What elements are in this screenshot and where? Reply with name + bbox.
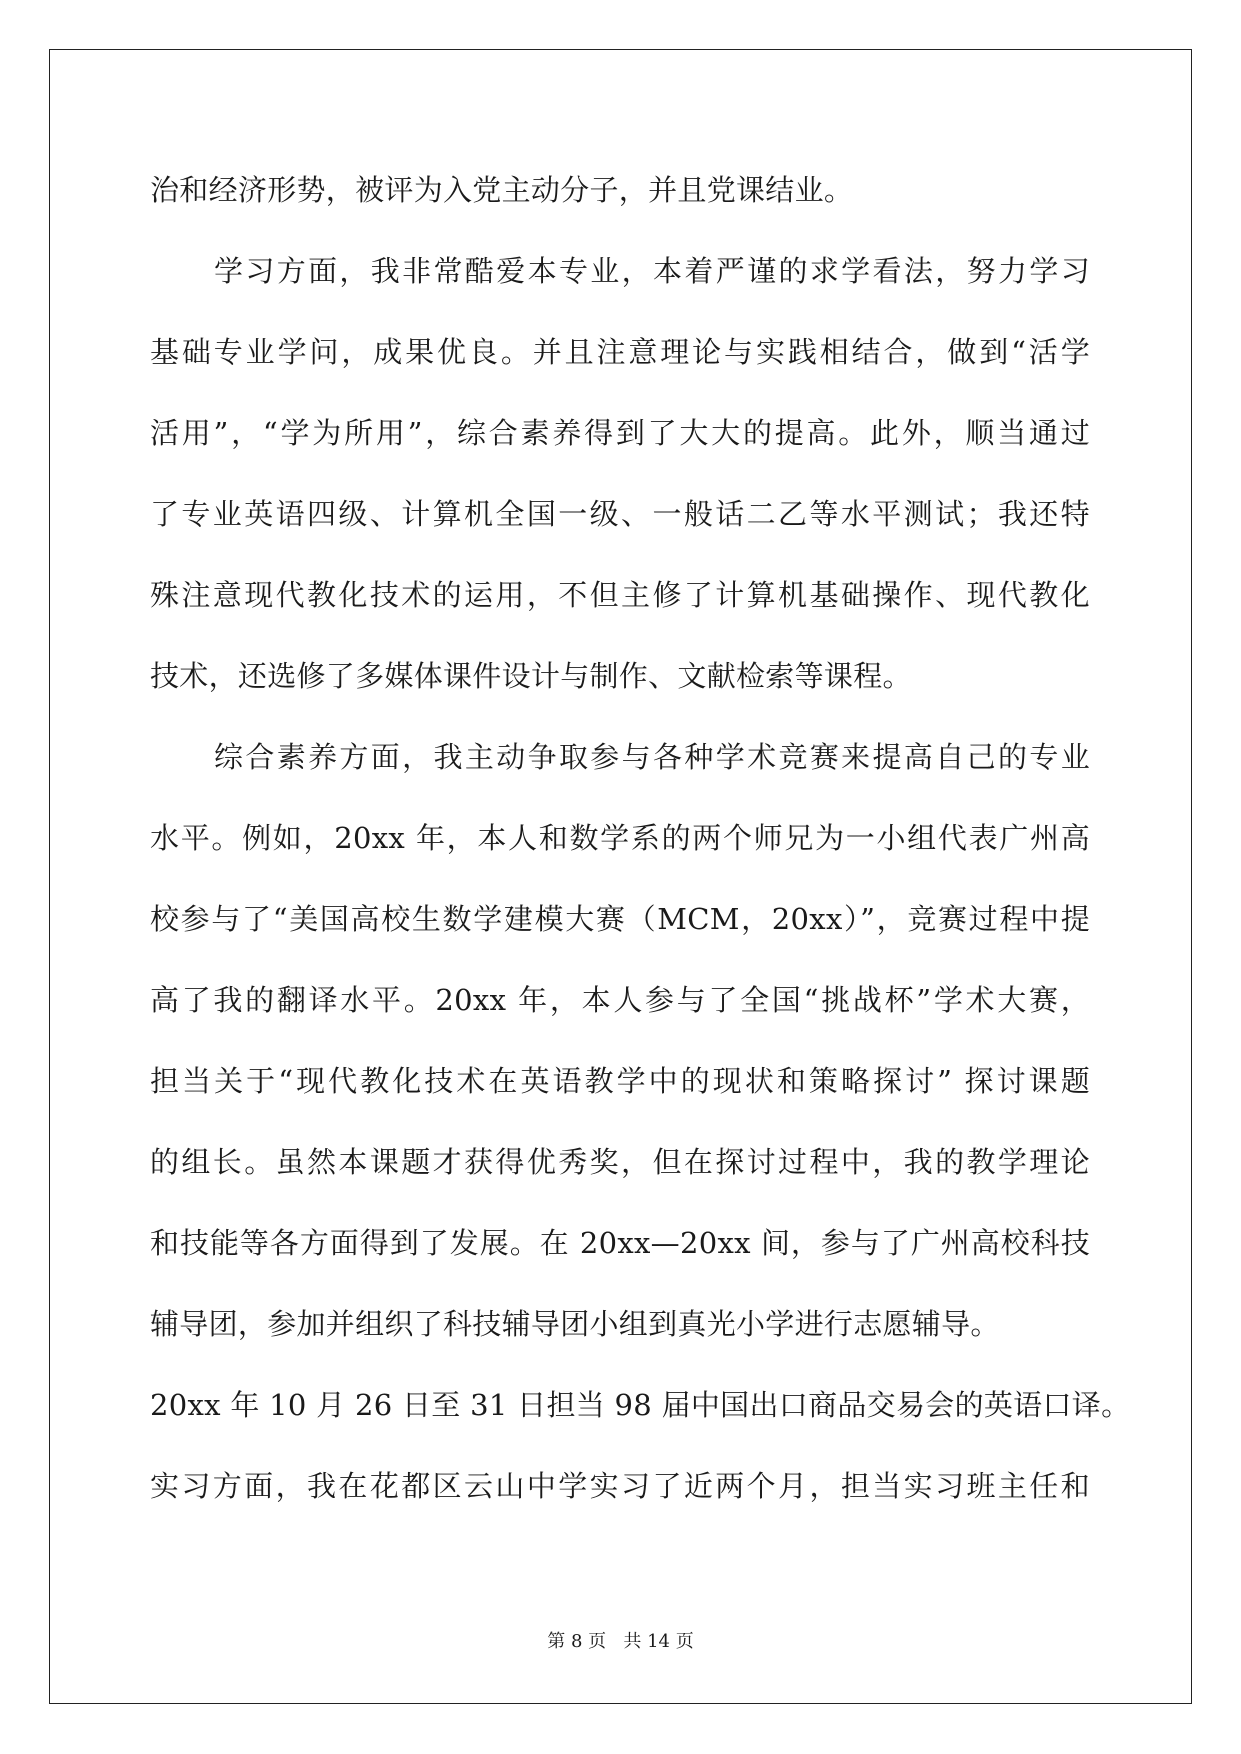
- document-body: [150, 150, 1131, 1527]
- text-line: 治和经济形势，被评为入党主动分子，并且党课结业。: [150, 173, 854, 207]
- page-number: 第 8 页 共 14 页: [547, 1631, 694, 1652]
- text-line: 学习方面，我非常酷爱本专业，本着严谨的求学看法，努力学习: [214, 254, 1090, 288]
- text-line: 实习方面，我在花都区云山中学实习了近两个月，担当实习班主任和: [150, 1469, 1090, 1503]
- text-line: 了专业英语四级、计算机全国一级、一般话二乙等水平测试；我还特: [150, 497, 1090, 531]
- text-line: 基础专业学问，成果优良。并且注意理论与实践相结合，做到“活学: [150, 335, 1090, 369]
- text-line: 殊注意现代教化技术的运用，不但主修了计算机基础操作、现代教化: [150, 578, 1090, 612]
- page-footer: [0, 1627, 1241, 1653]
- text-line: 的组长。虽然本课题才获得优秀奖，但在探讨过程中，我的教学理论: [150, 1145, 1090, 1179]
- text-line: 20xx 年 10 月 26 日至 31 日担当 98 届中国出口商品交易会的英语口译。: [150, 1388, 1131, 1422]
- text-line: 水平。例如，20xx 年，本人和数学系的两个师兄为一小组代表广州高: [150, 821, 1090, 855]
- text-line: 担当关于“现代教化技术在英语教学中的现状和策略探讨” 探讨课题: [150, 1064, 1090, 1098]
- text-line: 辅导团，参加并组织了科技辅导团小组到真光小学进行志愿辅导。: [150, 1307, 1000, 1341]
- text-line: 和技能等各方面得到了发展。在 20xx—20xx 间，参与了广州高校科技: [150, 1226, 1090, 1260]
- text-line: 技术，还选修了多媒体课件设计与制作、文献检索等课程。: [150, 659, 912, 693]
- text-line: 校参与了“美国高校生数学建模大赛（MCM，20xx）”，竞赛过程中提: [150, 902, 1090, 936]
- text-line: 活用”，“学为所用”，综合素养得到了大大的提高。此外，顺当通过: [150, 416, 1090, 450]
- text-line: 高了我的翻译水平。20xx 年，本人参与了全国“挑战杯”学术大赛，: [150, 983, 1090, 1017]
- text-line: 综合素养方面，我主动争取参与各种学术竞赛来提高自己的专业: [214, 740, 1090, 774]
